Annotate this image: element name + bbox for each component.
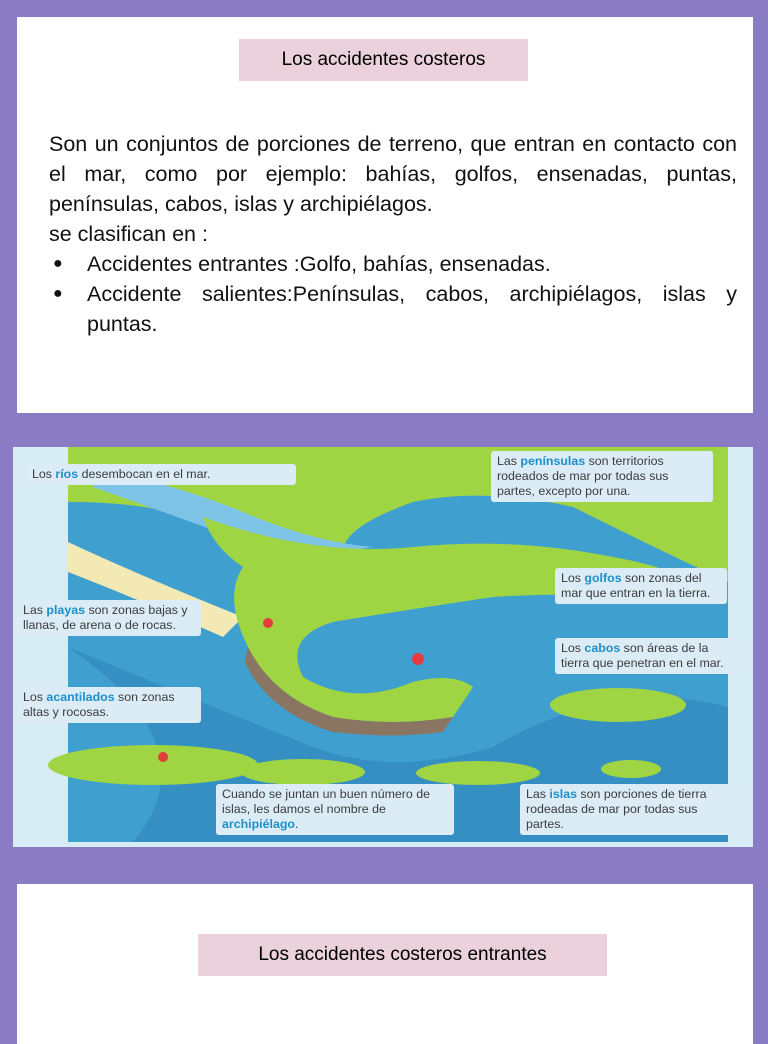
house-marker bbox=[263, 618, 273, 628]
lighthouse-marker bbox=[412, 653, 424, 665]
list-item: ● Accidentes entrantes :Golfo, bahías, ensenadas. bbox=[49, 249, 737, 279]
label-cabos: Los cabos son áreas de la tierra que penetran en el mar. bbox=[555, 638, 737, 674]
island bbox=[241, 759, 365, 785]
section-title: Los accidentes costeros entrantes bbox=[198, 934, 607, 976]
island bbox=[550, 688, 686, 722]
intro-text bbox=[49, 129, 737, 339]
label-islas: Las islas son porciones de tierra rodeadas de mar por todas sus partes. bbox=[520, 784, 738, 835]
list-item: ● Accidente salientes:Penínsulas, cabos, archipiélagos, islas y puntas. bbox=[49, 279, 737, 339]
label-golfos: Los golfos son zonas del mar que entran en la tierra. bbox=[555, 568, 727, 604]
classification-list bbox=[49, 249, 737, 339]
island bbox=[48, 745, 258, 785]
label-peninsulas: Las penínsulas son territorios rodeados de mar por todas sus partes, excepto por una. bbox=[491, 451, 713, 502]
intro-card bbox=[17, 17, 753, 413]
house-marker bbox=[158, 752, 168, 762]
label-playas: Las playas son zonas bajas y llanas, de arena o de rocas. bbox=[17, 600, 201, 636]
section-title: Los accidentes costeros bbox=[239, 39, 528, 81]
entrantes-card bbox=[17, 884, 753, 1044]
island bbox=[416, 761, 540, 785]
island bbox=[601, 760, 661, 778]
label-rios: Los ríos desembocan en el mar. bbox=[26, 464, 296, 485]
intro-lead: se clasifican en : bbox=[49, 222, 208, 246]
label-acantilados: Los acantilados son zonas altas y rocosas. bbox=[17, 687, 201, 723]
coastal-features-illustration bbox=[13, 447, 753, 847]
label-archipielago: Cuando se juntan un buen número de islas, les damos el nombre de archipiélago. bbox=[216, 784, 454, 835]
intro-paragraph: Son un conjuntos de porciones de terreno, que entran en contacto con el mar, como por ejemplo: bahías, golfos, ensenadas, puntas, penínsulas, cabos, islas y archipiélagos. bbox=[49, 132, 737, 216]
